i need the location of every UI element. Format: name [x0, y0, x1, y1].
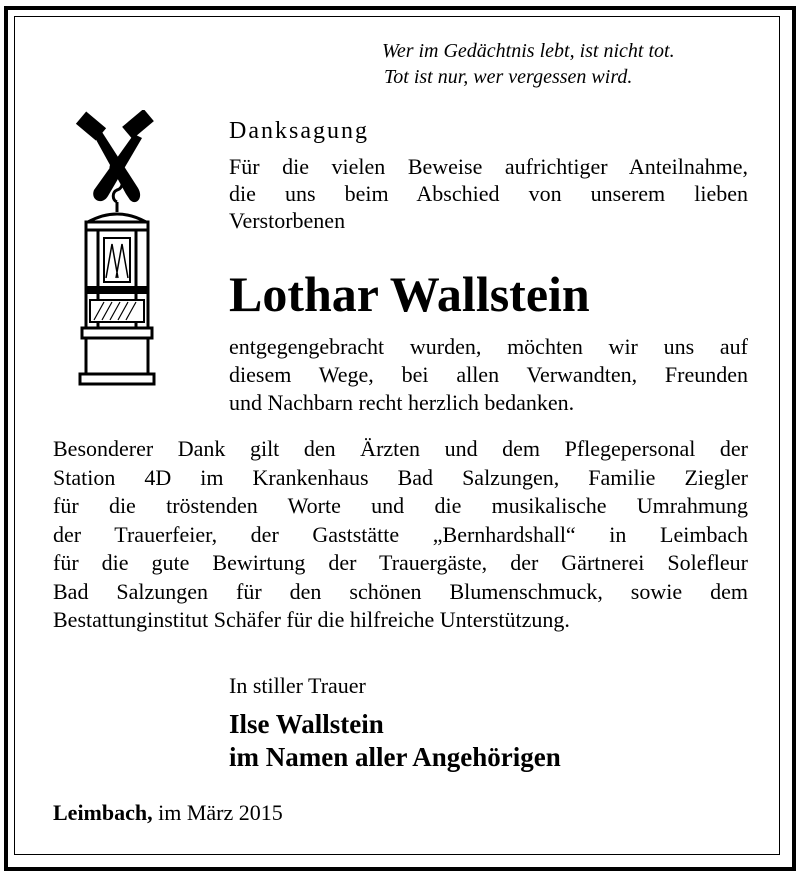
deceased-name: Lothar Wallstein — [229, 266, 590, 322]
motto — [382, 38, 742, 90]
signer-relation: im Namen aller Angehörigen — [229, 742, 561, 772]
signer-name: Ilse Wallstein — [229, 709, 384, 739]
place: Leimbach, — [53, 800, 153, 825]
mourning-label: In stiller Trauer — [229, 673, 366, 698]
place-date — [53, 800, 283, 826]
intro-line-3: Verstorbenen — [229, 208, 346, 233]
motto-line-1: Wer im Gedächtnis lebt, ist nicht tot. — [382, 40, 675, 62]
after-line-3: und Nachbarn recht herzlich bedanken. — [229, 390, 575, 415]
intro-text — [229, 153, 748, 234]
special-thanks-text — [53, 435, 748, 635]
miners-lamp-hammer-pick-icon — [72, 110, 162, 390]
signers — [229, 708, 561, 774]
after-name-text — [229, 333, 748, 417]
heading: Danksagung — [229, 118, 369, 144]
thanks-line-4: der Trauerfeier, der Gaststätte „Bernhardshall“ in Leimbach — [53, 521, 748, 547]
motto-line-2: Tot ist nur, wer vergessen wird. — [384, 66, 633, 88]
date: im März 2015 — [158, 800, 283, 825]
thanks-line-3: für die tröstenden Worte und die musikalische Umrahmung — [53, 493, 748, 518]
after-line-2: diesem Wege, bei allen Verwandten, Freunden — [229, 362, 748, 387]
thanks-line-1: Besonderer Dank gilt den Ärzten und dem Pflegepersonal der — [53, 436, 748, 461]
after-line-1: entgegengebracht wurden, möchten wir uns auf — [229, 334, 748, 359]
intro-line-1: Für die vielen Beweise aufrichtiger Anteilnahme, — [229, 154, 748, 179]
thanks-line-6: Bad Salzungen für den schönen Blumenschmuck, sowie dem — [53, 578, 748, 604]
intro-line-2: die uns beim Abschied von unserem lieben — [229, 181, 748, 206]
thanks-line-2: Station 4D im Krankenhaus Bad Salzungen, Familie Ziegler — [53, 464, 748, 490]
thanks-line-7: Bestattunginstitut Schäfer für die hilfreiche Unterstützung. — [53, 607, 570, 632]
thanks-line-5: für die gute Bewirtung der Trauergäste, der Gärtnerei Solefleur — [53, 550, 748, 575]
